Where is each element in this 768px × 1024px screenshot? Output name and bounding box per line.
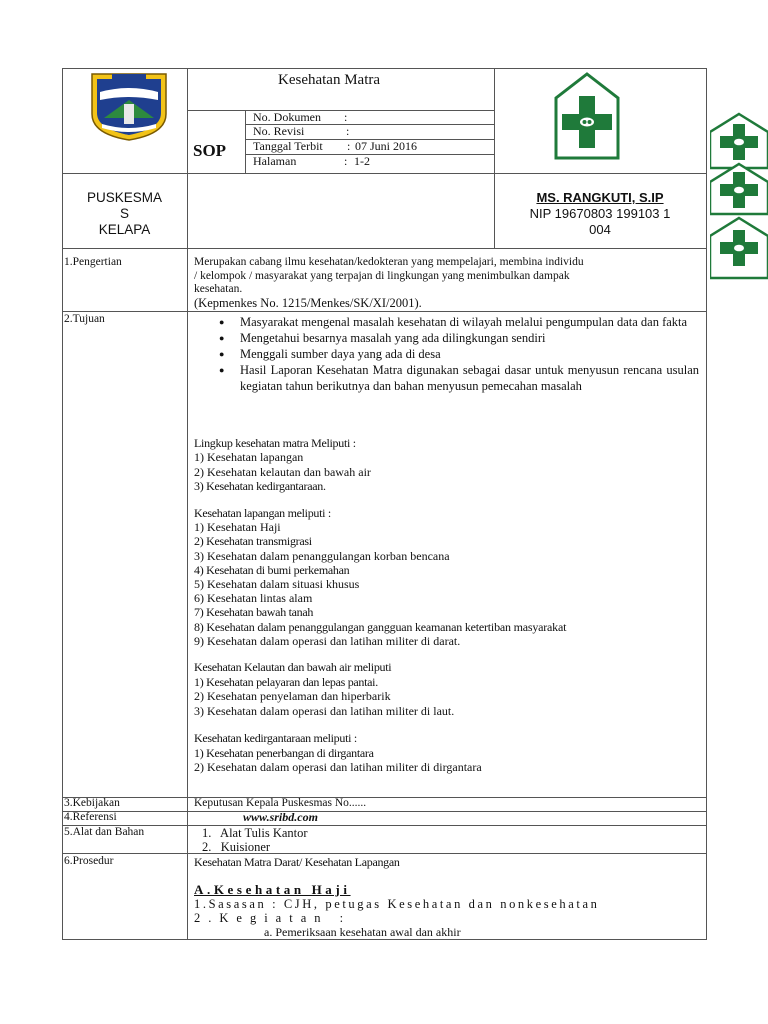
referensi-link[interactable]: www.sribd.com xyxy=(243,810,318,824)
table-border-top xyxy=(62,68,707,69)
lingkup-item: 3) Kesehatan kedirgantaraan. xyxy=(194,478,326,493)
side-logo-stack xyxy=(710,112,768,280)
row-line-tujuan xyxy=(62,311,707,312)
dirgantara-title: Kesehatan kedirgantaraan meliputi : xyxy=(194,731,357,745)
signatory-nip-line: NIP 19670803 199103 1 xyxy=(529,206,671,221)
doc-field-sep: : xyxy=(347,139,351,153)
signatory xyxy=(494,190,706,238)
table-border-right xyxy=(706,68,707,940)
doc-field-value: 07 Juni 2016 xyxy=(355,139,418,153)
org-name-line: PUSKESMA xyxy=(86,190,163,205)
regency-emblem-logo xyxy=(88,70,170,142)
label-prosedur: 6.Prosedur xyxy=(64,855,114,867)
org-name xyxy=(62,190,187,238)
prosedur-heading: A.Kesehatan Haji xyxy=(194,882,351,897)
alat-item: 2. Kuisioner xyxy=(202,840,271,854)
lapangan-item: 9) Kesehatan dalam operasi dan latihan militer di darat. xyxy=(194,633,461,648)
lingkup-block xyxy=(194,436,371,493)
prosedur-sasaran: 1.Sasasan : CJH, petugas Kesehatan dan nonkesehatan xyxy=(194,897,600,911)
prosedur-sub: a. Pemeriksaan kesehatan awal dan akhir xyxy=(264,925,461,939)
body-column-divider xyxy=(187,248,188,940)
lapangan-item: 6) Kesehatan lintas alam xyxy=(194,591,313,606)
lapangan-item: 4) Kesehatan di bumi perkemahan xyxy=(194,562,350,577)
puskesmas-logo xyxy=(554,72,620,162)
org-name-line: S xyxy=(119,206,129,221)
doc-field-label: Tanggal Terbit xyxy=(253,139,323,153)
row-line-prosedur xyxy=(62,853,707,854)
lapangan-item: 7) Kesehatan bawah tanah xyxy=(194,605,314,620)
doc-field-sep: : xyxy=(344,154,348,168)
lingkup-item: 1) Kesehatan lapangan xyxy=(194,450,304,465)
kelautan-item: 1) Kesehatan pelayaran dan lepas pantai. xyxy=(194,674,378,689)
alat-item: 1. Alat Tulis Kantor xyxy=(202,826,308,840)
lingkup-title: Lingkup kesehatan matra Meliputi : xyxy=(194,436,356,450)
dirgantara-item: 1) Kesehatan penerbangan di dirgantara xyxy=(194,745,374,760)
row-line-alat xyxy=(62,825,707,826)
dirgantara-item: 2) Kesehatan dalam operasi dan latihan militer di dirgantara xyxy=(194,760,482,774)
sop-label: SOP xyxy=(193,141,227,160)
dirgantara-block xyxy=(194,731,482,775)
lapangan-item: 3) Kesehatan dalam penanggulangan korban bencana xyxy=(194,548,450,563)
row-line-kebijakan xyxy=(62,797,707,798)
kelautan-item: 2) Kesehatan penyelaman dan hiperbarik xyxy=(194,689,391,703)
doc-field-sep: : xyxy=(344,110,348,124)
tujuan-bullets xyxy=(194,314,699,394)
doc-field-tanggal-terbit xyxy=(253,139,493,154)
label-tujuan: 2.Tujuan xyxy=(64,313,105,325)
prosedur-intro: Kesehatan Matra Darat/ Kesehatan Lapangan xyxy=(194,855,400,869)
doc-field-value: 1-2 xyxy=(354,154,370,168)
doc-field-no-dokumen xyxy=(253,110,493,125)
label-kebijakan: 3.Kebijakan xyxy=(64,797,120,809)
doc-field-halaman xyxy=(253,154,493,169)
lapangan-item: 2) Kesehatan transmigrasi xyxy=(194,534,312,549)
table-border-bottom xyxy=(62,939,707,940)
regency-emblem-icon xyxy=(88,70,170,142)
label-referensi: 4.Referensi xyxy=(64,811,117,823)
tujuan-bullet-item: ● Hasil Laporan Kesehatan Matra digunakan sebagai dasar untuk menyusun rencana usulan kegiatan tahun berikutnya dan bahan menyusun pemecahan masalah xyxy=(194,362,699,394)
doc-field-label: No. Dokumen xyxy=(253,110,321,124)
pengertian-line: Merupakan cabang ilmu kesehatan/kedokteran yang mempelajari, membina individu xyxy=(194,256,584,268)
org-name-line: KELAPA xyxy=(98,222,151,237)
header-divider-1 xyxy=(187,68,188,248)
doc-field-sep: : xyxy=(346,124,350,138)
tujuan-bullet-item: ● Menggali sumber daya yang ada di desa xyxy=(194,346,699,362)
kelautan-block xyxy=(194,660,454,718)
prosedur-kegiatan: 2.Kegiatan : xyxy=(194,911,352,925)
lapangan-item: 1) Kesehatan Haji xyxy=(194,520,281,535)
label-pengertian: 1.Pengertian xyxy=(64,256,122,268)
row-line-referensi xyxy=(62,811,707,812)
puskesmas-cross-icon xyxy=(710,112,768,280)
document-title: Kesehatan Matra xyxy=(278,72,381,88)
doc-field-label: No. Revisi xyxy=(253,124,305,138)
kebijakan-text: Keputusan Kepala Puskesmas No...... xyxy=(194,797,367,809)
header-bottom-line xyxy=(62,248,707,249)
doc-field-label: Halaman xyxy=(253,154,297,168)
alat-list xyxy=(202,826,308,854)
kelautan-item: 3) Kesehatan dalam operasi dan latihan militer di laut. xyxy=(194,703,455,718)
pengertian-line: (Kepmenkes No. 1215/Menkes/SK/XI/2001). xyxy=(194,295,422,310)
signatory-name: MS. RANGKUTI, S.IP xyxy=(536,190,664,205)
lapangan-block xyxy=(194,506,566,648)
pengertian-line: kesehatan. xyxy=(194,283,243,295)
puskesmas-cross-icon xyxy=(554,72,620,162)
header-divider-3 xyxy=(245,110,246,173)
tujuan-bullet-item: ● Mengetahui besarnya masalah yang ada dilingkungan sendiri xyxy=(194,330,699,346)
lapangan-item: 8) Kesehatan dalam penanggulangan gangguan keamanan ketertiban masyarakat xyxy=(194,619,567,634)
pengertian-text xyxy=(194,256,700,310)
pengertian-line: / kelompok / masyarakat yang terpajan di lingkungan yang menimbulkan dampak xyxy=(194,269,570,282)
doc-field-no-revisi xyxy=(253,124,493,139)
lingkup-item: 2) Kesehatan kelautan dan bawah air xyxy=(194,464,371,479)
kelautan-title: Kesehatan Kelautan dan bawah air meliputi xyxy=(194,660,392,674)
signatory-nip-line: 004 xyxy=(589,222,611,237)
header-mid-line xyxy=(62,173,707,174)
label-alat-bahan: 5.Alat dan Bahan xyxy=(64,826,145,838)
lapangan-title: Kesehatan lapangan meliputi : xyxy=(194,506,331,520)
tujuan-bullet-item: ● Masyarakat mengenal masalah kesehatan di wilayah melalui pengumpulan data dan fakta xyxy=(194,314,699,330)
lapangan-item: 5) Kesehatan dalam situasi khusus xyxy=(194,577,360,592)
